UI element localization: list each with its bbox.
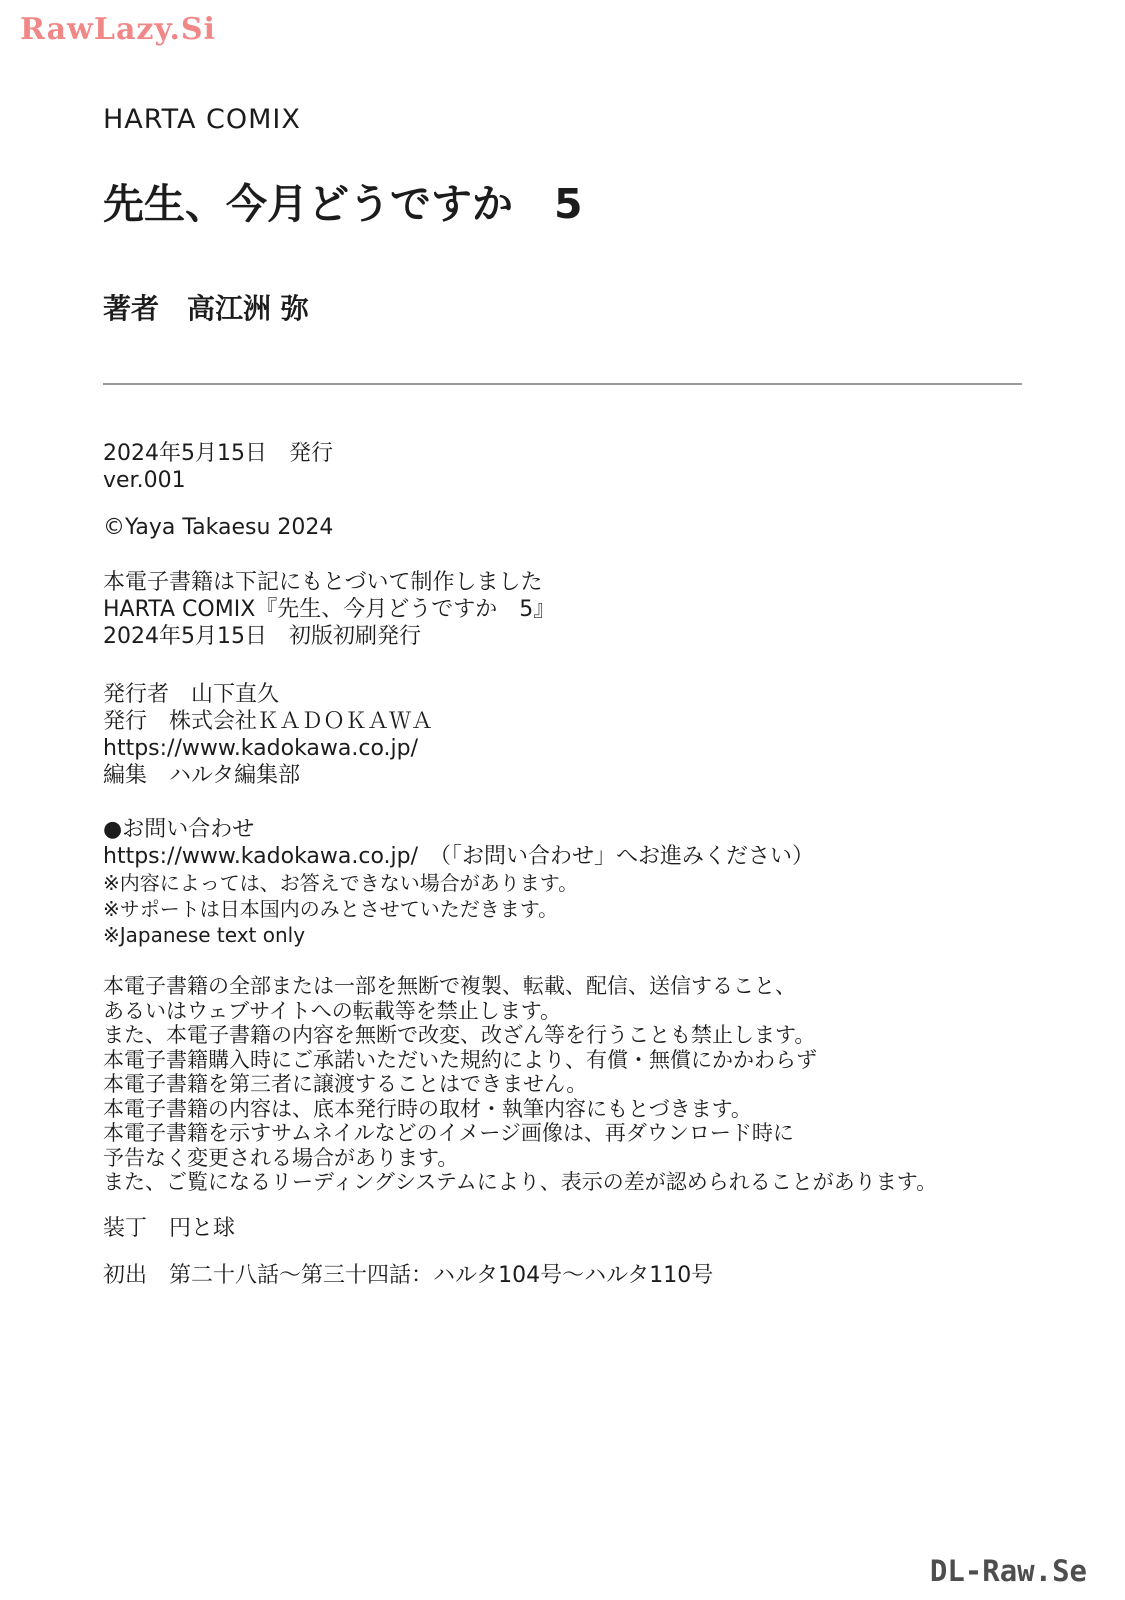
contact-url-line: https://www.kadokawa.co.jp/ （「お問い合わせ」へお進みください） xyxy=(103,844,815,869)
legal-block xyxy=(103,974,1023,1195)
text-line: 2024年5月15日 初版初刷発行 xyxy=(103,624,421,649)
text-line: 本電子書籍は下記にもとづいて制作しました xyxy=(103,570,543,595)
text-line: HARTA COMIX『先生、今月どうですか 5』 xyxy=(103,597,556,622)
author-line: 著者 高江洲 弥 xyxy=(103,292,309,325)
imprint-label: HARTA COMIX xyxy=(103,104,301,135)
text-line: ©Yaya Takaesu 2024 xyxy=(103,515,334,540)
text-line: ※内容によっては、お答えできない場合があります。 xyxy=(103,871,579,895)
text-line: また、ご覧になるリーディングシステムにより、表示の差が認められることがあります。 xyxy=(103,1170,938,1194)
divider-rule xyxy=(103,383,1022,385)
text-line: 2024年5月15日 発行 xyxy=(103,441,333,466)
text-line: ※サポートは日本国内のみとさせていただきます。 xyxy=(103,897,559,921)
edition-block xyxy=(103,440,1023,494)
text-line: 予告なく変更される場合があります。 xyxy=(103,1145,459,1170)
watermark-dlraw: DL-Raw.Se xyxy=(929,1554,1087,1588)
publisher-block xyxy=(103,681,1023,789)
contact-heading: ●お問い合わせ xyxy=(103,817,255,842)
text-line: 本電子書籍購入時にご承諾いただいた規約により、有償・無償にかかわらず xyxy=(103,1047,817,1072)
text-line: ver.001 xyxy=(103,468,186,493)
text-line: https://www.kadokawa.co.jp/ xyxy=(103,736,419,761)
text-line: ※Japanese text only xyxy=(103,923,306,947)
text-line: 本電子書籍の内容は、底本発行時の取材・執筆内容にもとづきます。 xyxy=(103,1096,752,1121)
text-line: 本電子書籍を第三者に譲渡することはできません。 xyxy=(103,1072,588,1096)
copyright-block xyxy=(103,514,1023,541)
text-line: 装丁 円と球 xyxy=(103,1215,236,1241)
text-line: 発行 株式会社ＫＡＤＯＫＡＷＡ xyxy=(103,709,434,734)
text-line: 発行者 山下直久 xyxy=(103,682,280,707)
book-title: 先生、今月どうですか 5 xyxy=(103,180,583,228)
text-line: また、本電子書籍の内容を無断で改変、改ざん等を行うことも禁止します。 xyxy=(103,1023,816,1047)
first-publication-block xyxy=(103,1262,1023,1289)
watermark-rawlazy: RawLazy.Si xyxy=(20,12,216,47)
text-line: 本電子書籍を示すサムネイルなどのイメージ画像は、再ダウンロード時に xyxy=(103,1121,794,1145)
contact-notes xyxy=(103,870,1023,948)
text-line: 編集 ハルタ編集部 xyxy=(103,763,301,788)
source-block xyxy=(103,569,1023,650)
text-line: あるいはウェブサイトへの転載等を禁止します。 xyxy=(103,998,562,1023)
design-block xyxy=(103,1215,1023,1242)
contact-block xyxy=(103,816,1023,948)
colophon-content xyxy=(103,0,1023,1289)
text-line: 初出 第二十八話〜第三十四話：ハルタ104号〜ハルタ110号 xyxy=(103,1262,714,1288)
text-line: 本電子書籍の全部または一部を無断で複製、転載、配信、送信すること、 xyxy=(103,974,796,998)
